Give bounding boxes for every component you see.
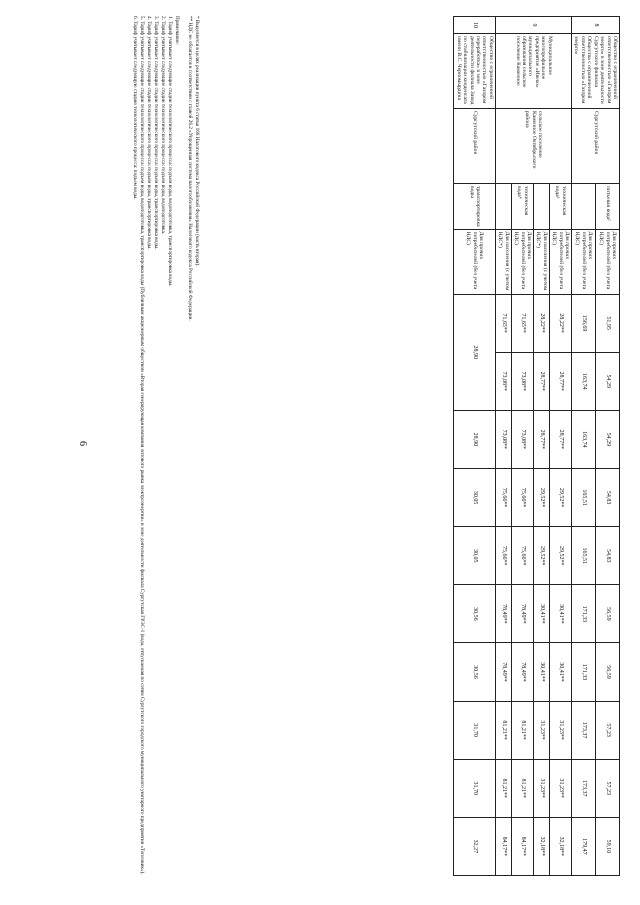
area-cell: Сургутский район [454,109,496,184]
tariff-value-cell: 81,21** [495,701,511,759]
tariff-value-cell: 31,70 [454,759,496,817]
tariff-value-cell: 28,22** [549,294,571,352]
tariff-value-cell: 84,17** [511,817,533,875]
tariff-value-cell: 165,51 [572,469,596,527]
tariff-value-cell: 31,23** [533,759,549,817]
tariff-value-cell: 73,08** [495,352,511,410]
tariff-value-cell: 156,69 [572,294,596,352]
consumer-group-cell: Для прочих потребителей (без учета НДС) [572,229,596,294]
tariff-value-cell: 81,21** [495,759,511,817]
rotated-document-sheet [0,2,620,902]
table-row [454,17,496,876]
tariff-value-cell: 75,66** [511,469,533,527]
tariff-value-cell: 29,52** [549,527,571,585]
tariff-value-cell: 173,37 [572,759,596,817]
water-type-cell: техническая вода³ [549,184,571,230]
tariff-value-cell: 30,05 [454,527,496,585]
tariff-value-cell: 31,23** [533,701,549,759]
notes-title: Примечание: [173,16,180,45]
tariff-value-cell: 71,65** [495,294,511,352]
note-item: 3. Тариф учитывает следующие стадии технологического процесса: подъем воды, транспортировка воды. [152,16,159,250]
tariff-value-cell: 30,41** [549,643,571,701]
tariff-value-cell: 75,66** [511,527,533,585]
table-row [596,17,620,876]
tariff-value-cell: 179,47 [572,817,596,875]
tariff-value-cell: 31,70 [454,701,496,759]
consumer-group-cell: Для прочих потребителей (без учета НДС) [596,229,620,294]
consumer-group-cell: Для прочих потребителей (без учета НДС) [549,229,571,294]
row-index-cell: 9 [495,17,571,34]
tariff-value-cell: 51,95 [596,294,620,352]
tariff-value-cell: 30,56 [454,585,496,643]
tariff-value-cell: 59,10 [596,817,620,875]
tariff-value-cell: 81,21** [511,701,533,759]
note-item: 5. Тариф учитывает следующие стадии технологического процесса: подъем воды, водоподготовка, транспортировка воды (Публичным акционерным обществом «Вторая генерирующая компания оптового рынка электроэнергии» в зоне деятельности филиала Сургутская ГРЭС-1 (вода, отпускаемая по сетям Сургутского городского муниципального унитарного предприятия «Тепловик»). [138,16,145,875]
tariff-value-cell: 171,33 [572,643,596,701]
tariff-value-cell: 171,33 [572,585,596,643]
organization-cell: Муниципальное многопрофильное предприятие «Ивеко» муниципального образования сельское поселение Каменное [495,34,571,109]
table-row [549,17,571,876]
organization-cell: Общество с ограниченной ответственностью «Газпром переработка» в зоне деятельности филиала Завод по стабилизации конденсата имени В.С. Черномырдина [454,34,496,109]
tariff-value-cell: 30,41** [533,585,549,643]
tariff-value-cell: 54,83 [596,527,620,585]
tariff-value-cell: 28,22** [533,294,549,352]
tariff-value-cell: 28,90 [454,294,496,410]
tariff-value-cell: 28,77** [549,352,571,410]
tariff-value-cell: 32,18** [533,817,549,875]
consumer-group-cell: Для населения (с учетом НДС*) [533,229,549,294]
tariff-value-cell: 28,77** [533,352,549,410]
tariff-value-cell: 78,49** [495,643,511,701]
tariff-value-cell: 29,52** [533,527,549,585]
area-cell: сельское поселение Каменное Октябрьского района [495,109,571,184]
tariff-value-cell: 163,74 [572,352,596,410]
tariff-value-cell: 75,66** [495,527,511,585]
tariff-value-cell: 81,21** [511,759,533,817]
footnote-vat-note: * Выделяется в целях реализации пункта 6 статьи 168 Налогового кодекса Российской Федерации (часть вторая). [194,16,200,267]
tariff-value-cell: 31,23** [549,759,571,817]
tariff-value-cell: 54,29 [596,352,620,410]
tariff-value-cell: 54,83 [596,469,620,527]
note-item: 4. Тариф учитывает следующие стадии технологического процесса: подъем воды, транспортировка воды. [145,16,152,250]
tariff-value-cell: 57,23 [596,701,620,759]
water-type-cell [572,184,596,230]
tariff-value-cell: 30,41** [549,585,571,643]
water-type-cell [533,184,549,230]
note-item: 6. Тариф учитывает следующую стадию технологического процесса: подъем воды. [131,16,138,200]
consumer-group-cell: Для прочих потребителей (без учета НДС) [511,229,533,294]
area-cell: Сургутский район [572,109,620,184]
footnote-vat-exempt: ** НДС не облагается в соответствии с главой 26.2 «Упрощенная система налогообложения» Налогового кодекса Российской Федерации. [186,16,193,321]
tariff-value-cell: 73,08** [495,410,511,468]
tariff-value-cell: 56,59 [596,585,620,643]
tariff-value-cell: 165,51 [572,527,596,585]
tariff-value-cell: 84,17** [495,817,511,875]
water-type-cell: техническая вода⁴ [511,184,533,230]
page-number: 6 [77,441,88,446]
tariff-value-cell: 163,74 [572,410,596,468]
tariff-value-cell: 28,90 [454,410,496,468]
tariff-value-cell: 28,77** [549,410,571,468]
tariff-value-cell: 28,77** [533,410,549,468]
tariff-value-cell: 71,65** [511,294,533,352]
tariff-value-cell: 29,52** [533,469,549,527]
tariff-value-cell: 75,66** [495,469,511,527]
row-index-cell: 8 [572,17,620,34]
footnotes-block [131,16,200,876]
tariff-value-cell: 73,08** [511,352,533,410]
consumer-group-cell: Для прочих потребителей (без учета НДС) [454,229,496,294]
note-item: 2. Тариф учитывает следующие стадии технологического процесса: подъем воды, водоподготовка. [159,16,166,235]
tariff-value-cell: 30,05 [454,469,496,527]
tariff-value-cell: 78,49** [511,585,533,643]
organization-cell: Общество с ограниченной ответственностью «Газпром энерго» в зоне деятельности Сургутского филиала Общества с ограниченной ответственностью «Газпром энерго» [572,34,620,109]
tariff-value-cell: 32,18** [549,817,571,875]
tariff-table [453,16,620,876]
tariff-value-cell: 57,23 [596,759,620,817]
row-index-cell: 10 [454,17,496,34]
water-type-cell: транспортировка воды [454,184,496,230]
tariff-value-cell: 78,49** [495,585,511,643]
tariff-value-cell: 31,23** [549,701,571,759]
tariff-value-cell: 78,49** [511,643,533,701]
note-item: 1. Тариф учитывает следующие стадии технологического процесса: подъем воды, водоподготовка, транспортировка воды. [166,16,173,287]
water-type-cell [495,184,511,230]
consumer-group-cell: Для населения (с учетом НДС*) [495,229,511,294]
tariff-value-cell: 30,56 [454,643,496,701]
tariff-value-cell: 30,41** [533,643,549,701]
water-type-cell: питьевая вода² [596,184,620,230]
tariff-value-cell: 29,52** [549,469,571,527]
tariff-value-cell: 56,59 [596,643,620,701]
tariff-value-cell: 54,29 [596,410,620,468]
tariff-value-cell: 73,08** [511,410,533,468]
tariff-value-cell: 173,37 [572,701,596,759]
tariff-value-cell: 32,27 [454,817,496,875]
